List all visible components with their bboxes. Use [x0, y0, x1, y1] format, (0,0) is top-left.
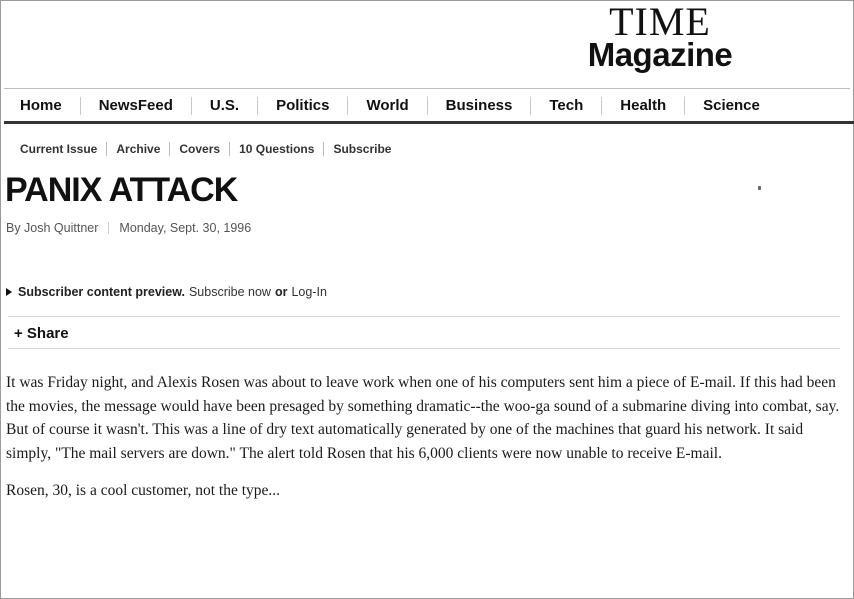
nav-item-newsfeed[interactable]: NewsFeed: [80, 97, 191, 115]
byline-separator: [108, 222, 109, 234]
author-name[interactable]: By Josh Quittner: [6, 221, 99, 235]
nav-item-politics[interactable]: Politics: [257, 97, 347, 115]
article-body: [6, 371, 844, 517]
nav-item-home[interactable]: Home: [20, 97, 62, 114]
preview-label: Subscriber content preview.: [18, 285, 185, 299]
byline: [6, 221, 251, 235]
triangle-right-icon: [6, 288, 12, 296]
subscribe-now-link[interactable]: Subscribe now: [188, 285, 271, 299]
subnav-10-questions[interactable]: 10 Questions: [229, 142, 323, 156]
share-divider-top: [8, 316, 840, 317]
top-nav-rule: [4, 121, 854, 124]
share-divider-bottom: [8, 348, 840, 349]
publish-date: Monday, Sept. 30, 1996: [119, 221, 252, 235]
nav-item-science[interactable]: Science: [684, 97, 778, 115]
logo-time-text: TIME: [609, 0, 711, 44]
time-magazine-logo[interactable]: [570, 0, 750, 73]
top-nav: [4, 93, 854, 119]
article-paragraph: Rosen, 30, is a cool customer, not the type...: [6, 482, 281, 500]
sub-nav: [20, 142, 400, 156]
subnav-archive[interactable]: Archive: [106, 142, 169, 156]
subnav-subscribe[interactable]: Subscribe: [323, 142, 400, 156]
login-link[interactable]: Log-In: [291, 285, 327, 299]
nav-item-us[interactable]: U.S.: [191, 97, 257, 115]
nav-item-world[interactable]: World: [347, 97, 426, 115]
subnav-current-issue[interactable]: Current Issue: [20, 142, 98, 156]
preview-or: or: [274, 285, 288, 299]
nav-item-business[interactable]: Business: [427, 97, 531, 115]
nav-item-health[interactable]: Health: [601, 97, 684, 115]
subnav-covers[interactable]: Covers: [169, 142, 229, 156]
stray-dot: [758, 186, 761, 190]
top-nav-divider: [4, 88, 850, 89]
article-headline: PANIX ATTACK: [5, 171, 238, 209]
logo-magazine-text: Magazine: [587, 36, 733, 73]
nav-item-tech[interactable]: Tech: [530, 97, 601, 115]
subscriber-preview-notice: [6, 285, 327, 299]
share-button[interactable]: + Share: [14, 325, 69, 342]
article-paragraph: It was Friday night, and Alexis Rosen was about to leave work when one of his computers sent him a piece of E-mail. If this had been the movies, the message would have been presaged by something dramatic--the woo-ga sound of a submarine diving into combat, say. But of course it wasn't. This was a line of dry text automatically generated by one of the machines that guard his network. It said simply, "The mail servers are down." The alert told Rosen that his 6,000 clients were now unable to receive E-mail.: [6, 374, 840, 462]
